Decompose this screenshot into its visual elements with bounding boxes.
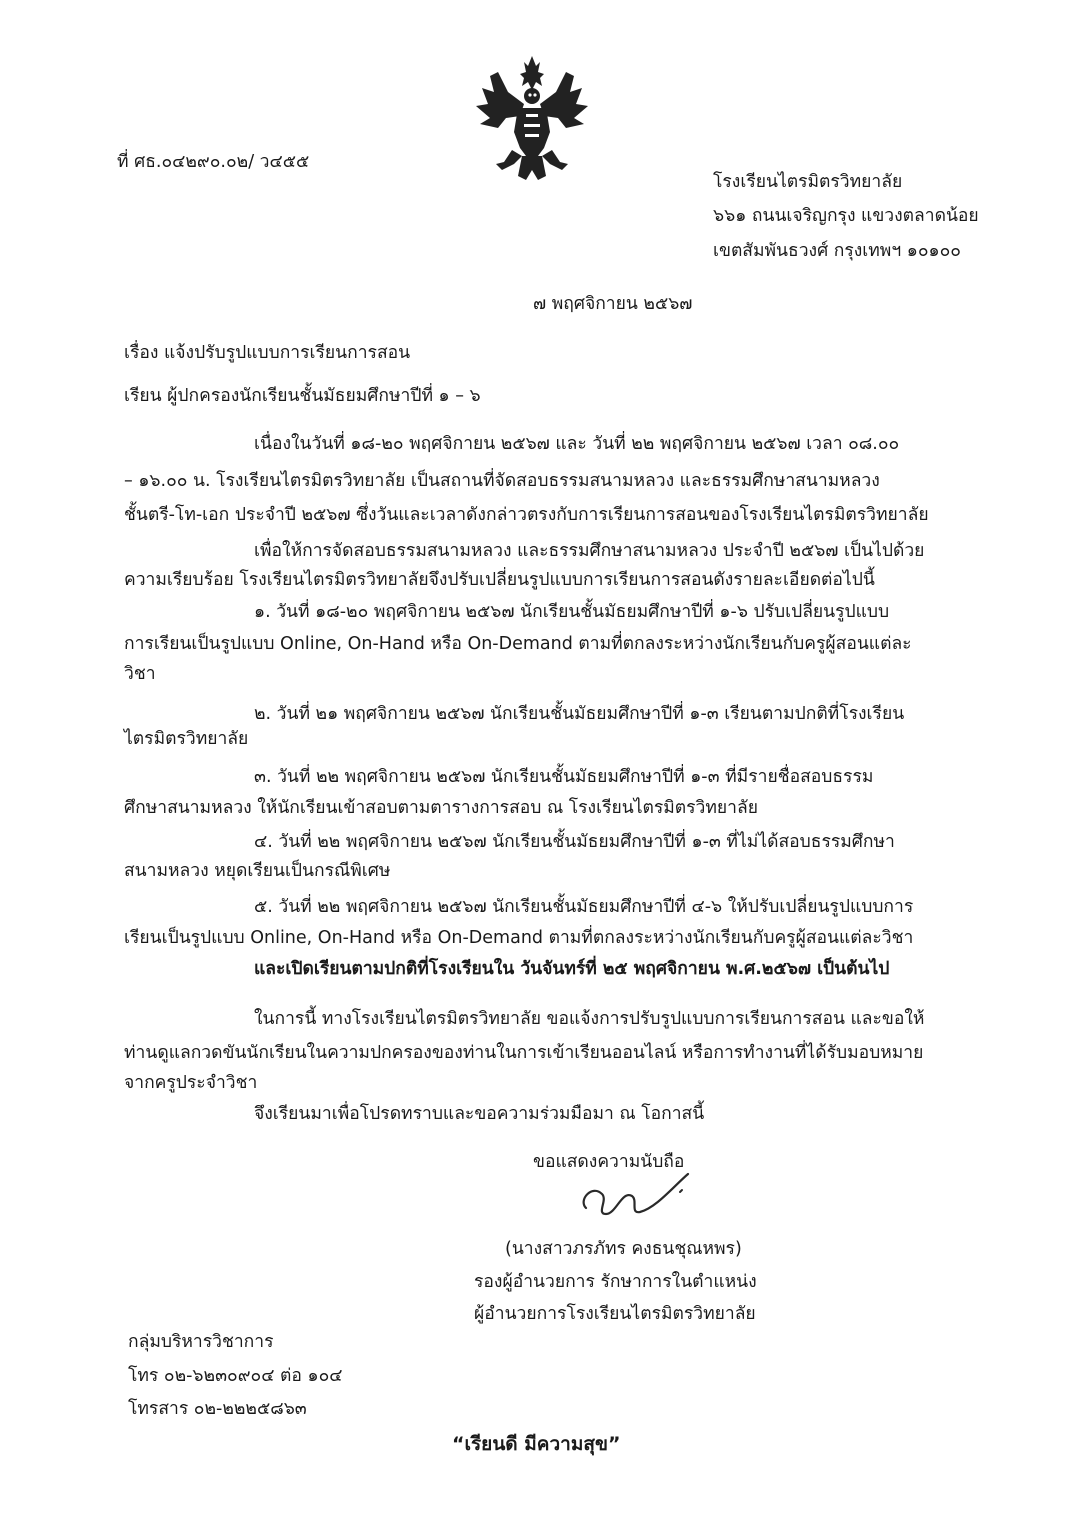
body-line: เพื่อให้การจัดสอบธรรมสนามหลวง และธรรมศึกษาสนามหลวง ประจำปี ๒๕๖๗ เป็นไปด้วย: [254, 541, 925, 561]
letter-subject: เรื่อง แจ้งปรับรูปแบบการเรียนการสอน: [124, 343, 411, 363]
list-item-1-line: วิชา: [124, 664, 156, 684]
list-item-1-line: ๑. วันที่ ๑๘-๒๐ พฤศจิกายน ๒๕๖๗ นักเรียนชั้นมัธยมศึกษาปีที่ ๑-๖ ปรับเปลี่ยนรูปแบบ: [254, 602, 890, 622]
body-line: ชั้นตรี-โท-เอก ประจำปี ๒๕๖๗ ซึ่งวันและเวลาดังกล่าวตรงกับการเรียนการสอนของโรงเรียนไตรมิตรวิทยาลัย: [124, 505, 929, 525]
body-line: ความเรียบร้อย โรงเรียนไตรมิตรวิทยาลัยจึงปรับเปลี่ยนรูปแบบการเรียนการสอนดังรายละเอียดต่อไปนี้: [124, 570, 875, 590]
garuda-emblem-icon: [468, 52, 596, 184]
sender-address-line-1: โรงเรียนไตรมิตรวิทยาลัย: [713, 172, 903, 192]
sender-address-line-3: เขตสัมพันธวงศ์ กรุงเทพฯ ๑๐๑๐๐: [713, 241, 961, 261]
contact-phone: โทร ๐๒-๖๒๓๐๙๐๔ ต่อ ๑๐๔: [128, 1366, 343, 1386]
contact-department: กลุ่มบริหารวิชาการ: [128, 1332, 274, 1352]
letter-recipient: เรียน ผู้ปกครองนักเรียนชั้นมัธยมศึกษาปีที่ ๑ – ๖: [124, 386, 481, 406]
body-line: จากครูประจำวิชา: [124, 1073, 258, 1093]
contact-fax: โทรสาร ๐๒-๒๒๒๕๘๖๓: [128, 1399, 307, 1419]
closing-salutation: ขอแสดงความนับถือ: [533, 1152, 685, 1172]
list-item-4-line: สนามหลวง หยุดเรียนเป็นกรณีพิเศษ: [124, 861, 391, 881]
list-item-1-line: การเรียนเป็นรูปแบบ Online, On-Hand หรือ On-Demand ตามที่ตกลงระหว่างนักเรียนกับครูผู้สอนแต่ละ: [124, 634, 912, 654]
body-line: ในการนี้ ทางโรงเรียนไตรมิตรวิทยาลัย ขอแจ้งการปรับรูปแบบการเรียนการสอน และขอให้: [254, 1009, 925, 1029]
signature-image: [576, 1160, 696, 1230]
body-line: เนื่องในวันที่ ๑๘-๒๐ พฤศจิกายน ๒๕๖๗ และ วันที่ ๒๒ พฤศจิกายน ๒๕๖๗ เวลา ๐๘.๐๐: [254, 434, 900, 454]
body-line: – ๑๖.๐๐ น. โรงเรียนไตรมิตรวิทยาลัย เป็นสถานที่จัดสอบธรรมสนามหลวง และธรรมศึกษาสนามหลวง: [124, 471, 880, 491]
signer-title-line-2: ผู้อำนวยการโรงเรียนไตรมิตรวิทยาลัย: [474, 1304, 756, 1324]
letter-date: ๗ พฤศจิกายน ๒๕๖๗: [533, 294, 693, 314]
list-item-3-line: ๓. วันที่ ๒๒ พฤศจิกายน ๒๕๖๗ นักเรียนชั้นมัธยมศึกษาปีที่ ๑-๓ ที่มีรายชื่อสอบธรรม: [254, 767, 874, 787]
reopening-notice: และเปิดเรียนตามปกติที่โรงเรียนใน วันจันทร์ที่ ๒๕ พฤศจิกายน พ.ศ.๒๕๖๗ เป็นต้นไป: [254, 959, 890, 979]
school-motto: “เรียนดี มีความสุข”: [452, 1433, 621, 1455]
closing-request: จึงเรียนมาเพื่อโปรดทราบและขอความร่วมมือมา ณ โอกาสนี้: [254, 1104, 705, 1124]
list-item-5-line: เรียนเป็นรูปแบบ Online, On-Hand หรือ On-Demand ตามที่ตกลงระหว่างนักเรียนกับครูผู้สอนแต่ละวิชา: [124, 928, 914, 948]
list-item-2-line: ๒. วันที่ ๒๑ พฤศจิกายน ๒๕๖๗ นักเรียนชั้นมัธยมศึกษาปีที่ ๑-๓ เรียนตามปกติที่โรงเรียน: [254, 704, 905, 724]
document-number: ที่ ศธ.๐๔๒๙๐.๐๒/ ว๔๕๕: [117, 152, 310, 172]
signer-name: (นางสาวภรภัทร คงธนชุณหพร): [505, 1239, 742, 1259]
list-item-3-line: ศึกษาสนามหลวง ให้นักเรียนเข้าสอบตามตารางการสอบ ณ โรงเรียนไตรมิตรวิทยาลัย: [124, 798, 758, 818]
list-item-5-line: ๕. วันที่ ๒๒ พฤศจิกายน ๒๕๖๗ นักเรียนชั้นมัธยมศึกษาปีที่ ๔-๖ ให้ปรับเปลี่ยนรูปแบบการ: [254, 897, 914, 917]
body-line: ท่านดูแลกวดขันนักเรียนในความปกครองของท่านในการเข้าเรียนออนไลน์ หรือการทำงานที่ได้รับมอบหมาย: [124, 1043, 924, 1063]
list-item-2-line: ไตรมิตรวิทยาลัย: [124, 729, 249, 749]
signer-title-line-1: รองผู้อำนวยการ รักษาการในตำแหน่ง: [474, 1272, 757, 1292]
list-item-4-line: ๔. วันที่ ๒๒ พฤศจิกายน ๒๕๖๗ นักเรียนชั้นมัธยมศึกษาปีที่ ๑-๓ ที่ไม่ได้สอบธรรมศึกษา: [254, 832, 895, 852]
sender-address-line-2: ๖๖๑ ถนนเจริญกรุง แขวงตลาดน้อย: [713, 206, 979, 226]
